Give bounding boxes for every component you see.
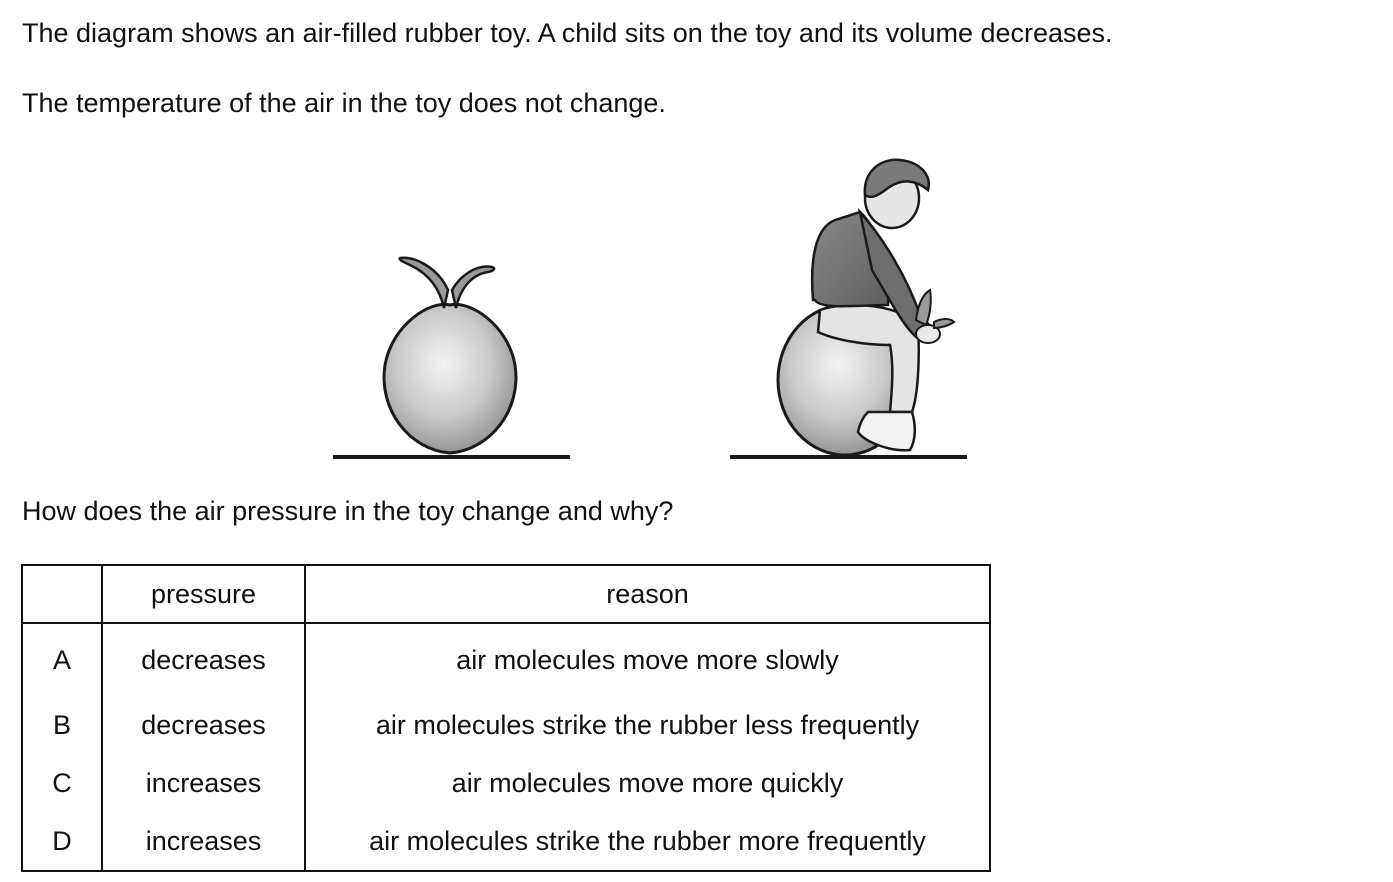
table-header-row bbox=[22, 565, 990, 623]
header-pressure: pressure bbox=[102, 565, 305, 623]
table-row-d bbox=[22, 812, 990, 871]
option-reason: air molecules strike the rubber less frequently bbox=[375, 709, 920, 740]
header-letter bbox=[22, 565, 102, 623]
option-letter: B bbox=[22, 696, 102, 754]
toy-uncompressed bbox=[333, 258, 570, 457]
option-pressure: decreases bbox=[102, 696, 305, 754]
table-row-c bbox=[22, 754, 990, 812]
option-pressure: increases bbox=[102, 754, 305, 812]
intro-text-2: The temperature of the air in the toy does not change. bbox=[22, 88, 666, 118]
option-letter: C bbox=[22, 754, 102, 812]
option-pressure: increases bbox=[102, 812, 305, 871]
header-reason: reason bbox=[305, 565, 990, 623]
intro-text-1: The diagram shows an air-filled rubber toy. A child sits on the toy and its volume decreases. bbox=[22, 18, 1113, 48]
table-row-a bbox=[22, 623, 990, 696]
toy-compressed-with-child bbox=[730, 160, 967, 457]
option-letter: D bbox=[22, 812, 102, 871]
option-reason: air molecules strike the rubber more frequently bbox=[369, 825, 926, 856]
answer-options-table bbox=[21, 564, 991, 872]
question-text: How does the air pressure in the toy change and why? bbox=[22, 496, 674, 526]
option-pressure: decreases bbox=[102, 623, 305, 696]
option-letter: A bbox=[22, 623, 102, 696]
option-reason: air molecules move more quickly bbox=[451, 767, 844, 798]
option-reason: air molecules move more slowly bbox=[456, 644, 839, 675]
table-row-b bbox=[22, 696, 990, 754]
toy-diagram bbox=[320, 150, 980, 470]
